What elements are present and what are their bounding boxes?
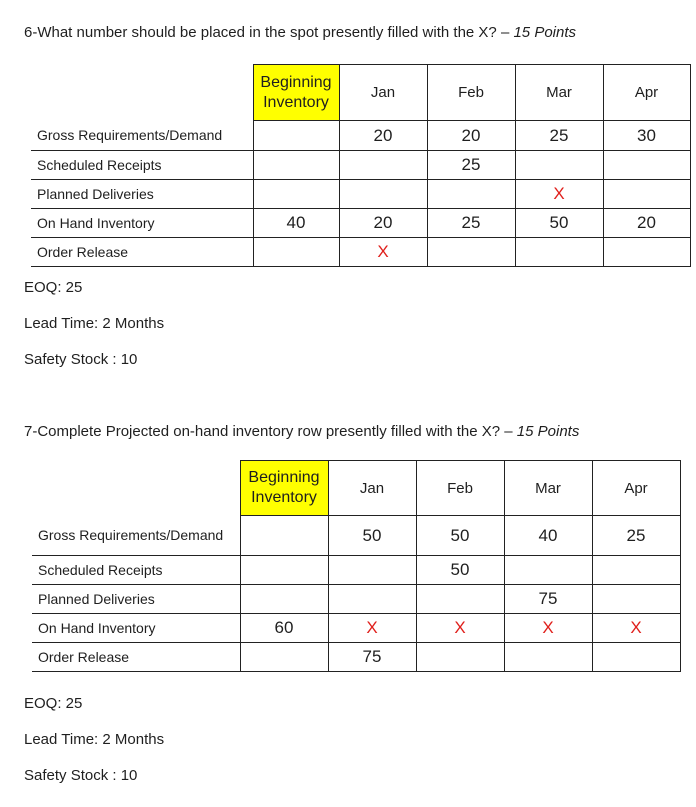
q6-cell <box>253 180 339 209</box>
q7-points: 15 Points <box>516 423 580 440</box>
q6-title-sep: – <box>496 24 514 41</box>
q7-row-scheduled-receipts <box>32 556 680 585</box>
q7-cell <box>416 643 504 672</box>
q7-cell: 50 <box>328 516 416 556</box>
q6-row-scheduled-receipts <box>31 151 690 180</box>
q7-cell: 25 <box>592 516 680 556</box>
q7-row-order-release <box>32 643 680 672</box>
q7-month-apr: Apr <box>592 461 680 516</box>
q6-cell <box>515 238 603 267</box>
q6-lead-time: Lead Time: 2 Months <box>24 315 165 332</box>
q7-cell: 50 <box>416 516 504 556</box>
q6-cell: 25 <box>427 209 515 238</box>
q7-month-feb: Feb <box>416 461 504 516</box>
q6-row-label: Scheduled Receipts <box>31 151 253 180</box>
q7-row-label: Planned Deliveries <box>32 585 240 614</box>
q7-cell: 40 <box>504 516 592 556</box>
q6-eoq: EOQ: 25 <box>24 279 83 296</box>
q7-title <box>24 423 579 440</box>
q7-cell <box>592 643 680 672</box>
q7-cell: X <box>504 614 592 643</box>
q7-mrp-table <box>32 460 681 672</box>
q7-cell <box>240 643 328 672</box>
q7-month-jan: Jan <box>328 461 416 516</box>
q6-cell <box>253 121 339 151</box>
q7-cell <box>592 585 680 614</box>
q7-cell <box>592 556 680 585</box>
q6-cell: X <box>339 238 427 267</box>
q7-cell: 50 <box>416 556 504 585</box>
q6-cell <box>603 180 690 209</box>
q7-cell: 75 <box>328 643 416 672</box>
q7-cell: X <box>416 614 504 643</box>
q7-row-label: Order Release <box>32 643 240 672</box>
q7-title-text: 7-Complete Projected on-hand inventory row presently filled with the X? <box>24 423 501 440</box>
q7-safety-stock: Safety Stock : 10 <box>24 767 138 784</box>
q6-cell: 20 <box>339 121 427 151</box>
q6-month-jan: Jan <box>339 65 427 121</box>
q6-cell <box>339 151 427 180</box>
q7-header-row <box>32 461 680 516</box>
q6-cell <box>427 238 515 267</box>
q6-cell <box>603 151 690 180</box>
q7-cell <box>240 516 328 556</box>
q6-cell: 20 <box>427 121 515 151</box>
q7-cell: 60 <box>240 614 328 643</box>
q6-title-text: 6-What number should be placed in the spot presently filled with the X? <box>24 24 497 41</box>
q7-cell: X <box>592 614 680 643</box>
q6-cell: 50 <box>515 209 603 238</box>
q7-cell <box>240 585 328 614</box>
q6-row-on-hand-inventory <box>31 209 690 238</box>
q7-row-label: On Hand Inventory <box>32 614 240 643</box>
q6-cell: 20 <box>339 209 427 238</box>
q6-points: 15 Points <box>513 24 577 41</box>
q6-header-row <box>31 65 690 121</box>
q6-beginning-inventory-header: Beginning Inventory <box>253 65 339 121</box>
q6-cell <box>515 151 603 180</box>
q7-cell: 75 <box>504 585 592 614</box>
q6-cell: 20 <box>603 209 690 238</box>
q6-row-label: On Hand Inventory <box>31 209 253 238</box>
q6-row-planned-deliveries <box>31 180 690 209</box>
q7-cell <box>240 556 328 585</box>
q6-cell: 25 <box>515 121 603 151</box>
q7-row-on-hand-inventory <box>32 614 680 643</box>
q6-cell: 30 <box>603 121 690 151</box>
q6-month-feb: Feb <box>427 65 515 121</box>
q6-safety-stock: Safety Stock : 10 <box>24 351 138 368</box>
q6-cell <box>253 151 339 180</box>
q6-cell <box>427 180 515 209</box>
q7-beginning-inventory-header: Beginning Inventory <box>240 461 328 516</box>
q7-lead-time: Lead Time: 2 Months <box>24 731 165 748</box>
q7-eoq: EOQ: 25 <box>24 695 83 712</box>
q7-header-corner <box>32 461 240 516</box>
q7-row-planned-deliveries <box>32 585 680 614</box>
q6-month-mar: Mar <box>515 65 603 121</box>
q6-row-gross-requirements <box>31 121 690 151</box>
q7-row-gross-requirements <box>32 516 680 556</box>
q6-mrp-table <box>31 64 691 267</box>
q7-cell <box>328 556 416 585</box>
q7-row-label: Scheduled Receipts <box>32 556 240 585</box>
q7-month-mar: Mar <box>504 461 592 516</box>
q6-title <box>24 24 576 41</box>
q7-cell <box>416 585 504 614</box>
q6-row-order-release <box>31 238 690 267</box>
q7-cell <box>328 585 416 614</box>
q6-header-corner <box>31 65 253 121</box>
q7-row-label: Gross Requirements/Demand <box>32 516 240 556</box>
q6-cell <box>253 238 339 267</box>
q6-cell: 25 <box>427 151 515 180</box>
q6-row-label: Planned Deliveries <box>31 180 253 209</box>
q6-row-label: Order Release <box>31 238 253 267</box>
q6-row-label: Gross Requirements/Demand <box>31 121 253 151</box>
q7-cell <box>504 556 592 585</box>
q7-cell: X <box>328 614 416 643</box>
q6-cell <box>603 238 690 267</box>
q7-cell <box>504 643 592 672</box>
q6-cell: 40 <box>253 209 339 238</box>
q6-cell <box>339 180 427 209</box>
q6-cell: X <box>515 180 603 209</box>
q7-title-sep: – <box>500 423 517 440</box>
q6-month-apr: Apr <box>603 65 690 121</box>
